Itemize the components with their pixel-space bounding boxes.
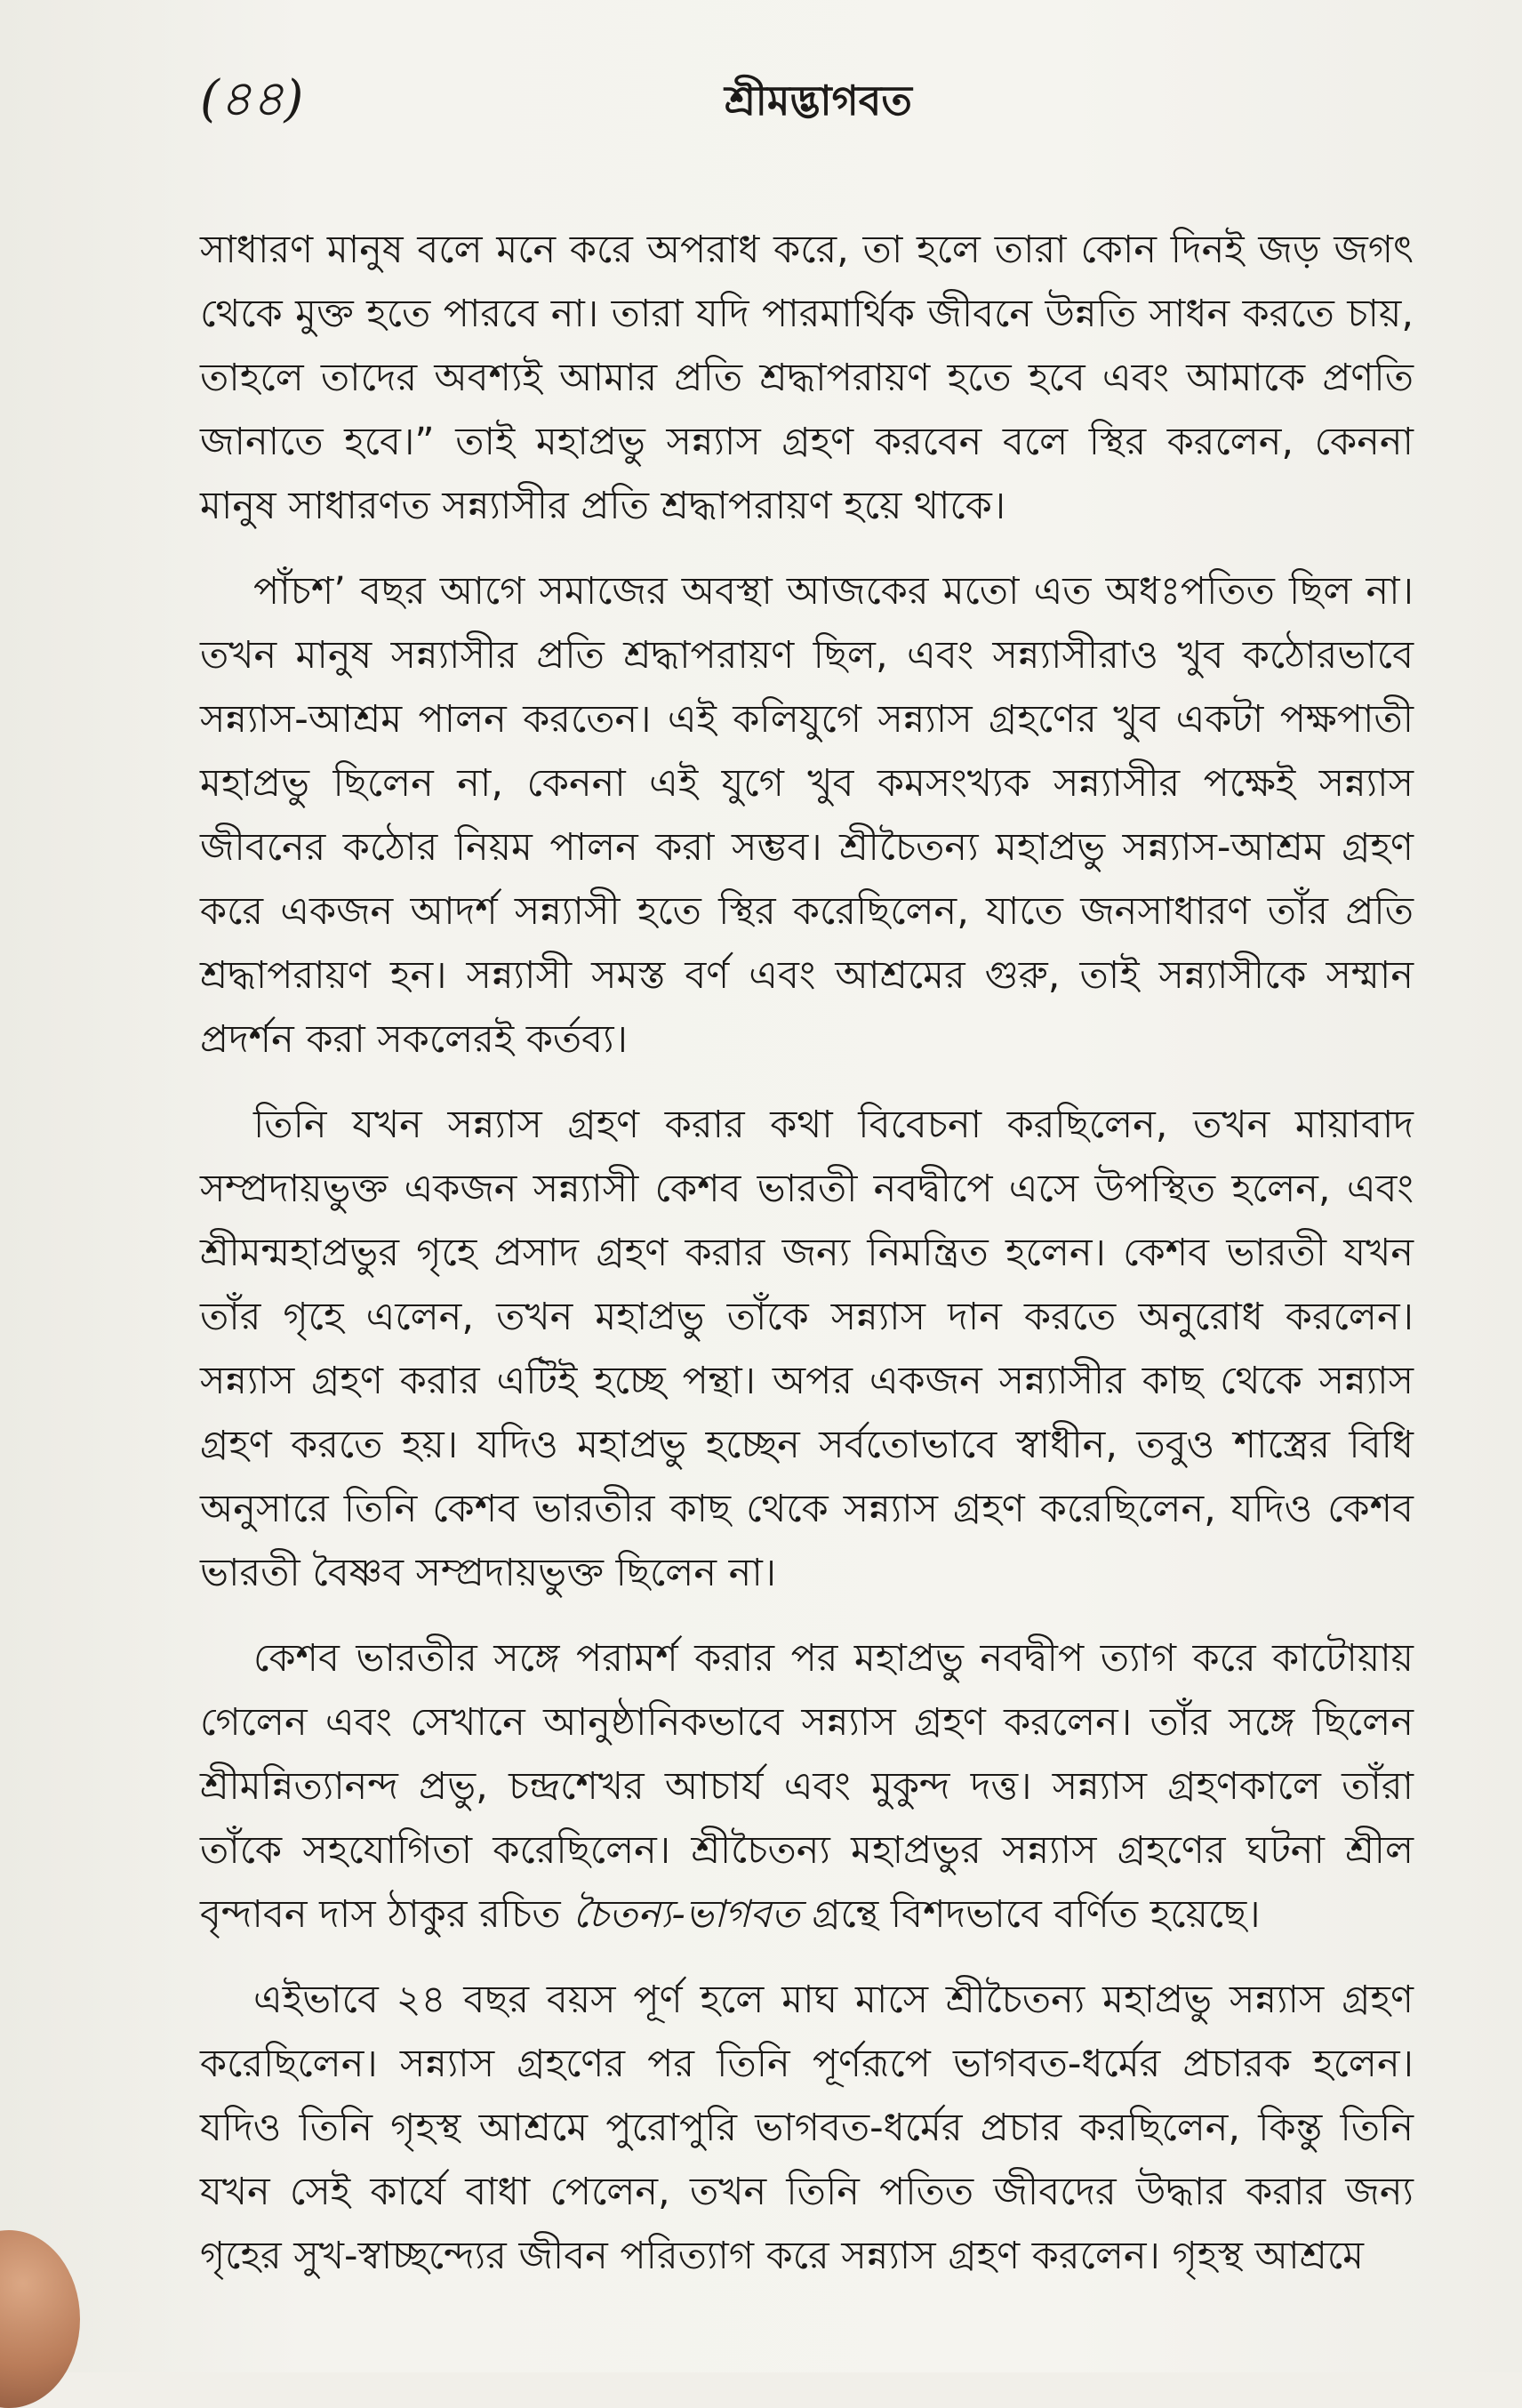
page-header bbox=[200, 64, 1414, 135]
paragraph-3: তিনি যখন সন্ন্যাস গ্রহণ করার কথা বিবেচনা করছিলেন, তখন মায়াবাদ সম্প্রদায়ভুক্ত একজন সন্ন্যাসী কেশব ভারতী নবদ্বীপে এসে উপস্থিত হলেন, এবং শ্রীমন্মহাপ্রভুর গৃহে প্রসাদ গ্রহণ করার জন্য নিমন্ত্রিত হলেন। কেশব ভারতী যখন তাঁর গৃহে এলেন, তখন মহাপ্রভু তাঁকে সন্ন্যাস দান করতে অনুরোধ করলেন। সন্ন্যাস গ্রহণ করার এটিই হচ্ছে পন্থা। অপর একজন সন্ন্যাসীর কাছ থেকে সন্ন্যাস গ্রহণ করতে হয়। যদিও মহাপ্রভু হচ্ছেন সর্বতোভাবে স্বাধীন, তবুও শাস্ত্রের বিধি অনুসারে তিনি কেশব ভারতীর কাছ থেকে সন্ন্যাস গ্রহণ করেছিলেন, যদিও কেশব ভারতী বৈষ্ণব সম্প্রদায়ভুক্ত ছিলেন না। bbox=[200, 1103, 1414, 1595]
running-title: শ্রীমদ্ভাগবত bbox=[725, 76, 912, 124]
paragraph-4 bbox=[200, 1626, 1414, 1946]
book-title-italic: চৈতন্য-ভাগবত bbox=[573, 1892, 800, 1937]
paragraph-1: সাধারণ মানুষ বলে মনে করে অপরাধ করে, তা হলে তারা কোন দিনই জড় জগৎ থেকে মুক্ত হতে পারবে না। তারা যদি পারমার্থিক জীবনে উন্নতি সাধন করতে চায়, তাহলে তাদের অবশ্যই আমার প্রতি শ্রদ্ধাপরায়ণ হতে হবে এবং আমাকে প্রণতি জানাতে হবে।” তাই মহাপ্রভু সন্ন্যাস গ্রহণ করবেন বলে স্থির করলেন, কেননা মানুষ সাধারণত সন্ন্যাসীর প্রতি শ্রদ্ধাপরায়ণ হয়ে থাকে। bbox=[200, 228, 1414, 528]
thumb-shadow bbox=[0, 2230, 80, 2408]
paragraph-5: এইভাবে ২৪ বছর বয়স পূর্ণ হলে মাঘ মাসে শ্রীচৈতন্য মহাপ্রভু সন্ন্যাস গ্রহণ করেছিলেন। সন্ন্যাস গ্রহণের পর তিনি পূর্ণরূপে ভাগবত-ধর্মের প্রচারক হলেন। যদিও তিনি গৃহস্থ আশ্রমে পুরোপুরি ভাগবত-ধর্মের প্রচার করছিলেন, কিন্তু তিনি যখন সেই কার্যে বাধা পেলেন, তখন তিনি পতিত জীবদের উদ্ধার করার জন্য গৃহের সুখ-স্বাচ্ছন্দ্যের জীবন পরিত্যাগ করে সন্ন্যাস গ্রহণ করলেন। গৃহস্থ আশ্রমে bbox=[200, 1978, 1414, 2278]
paragraph-4-text-before: কেশব ভারতীর সঙ্গে পরামর্শ করার পর মহাপ্রভু নবদ্বীপ ত্যাগ করে কাটোয়ায় গেলেন এবং সেখানে আনুষ্ঠানিকভাবে সন্ন্যাস গ্রহণ করলেন। তাঁর সঙ্গে ছিলেন শ্রীমন্নিত্যানন্দ প্রভু, চন্দ্রশেখর আচার্য এবং মুকুন্দ দত্ত। সন্ন্যাস গ্রহণকালে তাঁরা তাঁকে সহযোগিতা করেছিলেন। শ্রীচৈতন্য মহাপ্রভুর সন্ন্যাস গ্রহণের ঘটনা শ্রীল বৃন্দাবন দাস ঠাকুর রচিত bbox=[200, 1636, 1414, 1937]
paragraph-4-text-after: গ্রন্থে বিশদভাবে বর্ণিত হয়েছে। bbox=[799, 1892, 1261, 1937]
body-text bbox=[200, 218, 1414, 2309]
page-number: (৪৪) bbox=[200, 70, 304, 128]
paragraph-2: পাঁচশ’ বছর আগে সমাজের অবস্থা আজকের মতো এত অধঃপতিত ছিল না। তখন মানুষ সন্ন্যাসীর প্রতি শ্রদ্ধাপরায়ণ ছিল, এবং সন্ন্যাসীরাও খুব কঠোরভাবে সন্ন্যাস-আশ্রম পালন করতেন। এই কলিযুগে সন্ন্যাস গ্রহণের খুব একটা পক্ষপাতী মহাপ্রভু ছিলেন না, কেননা এই যুগে খুব কমসংখ্যক সন্ন্যাসীর পক্ষেই সন্ন্যাস জীবনের কঠোর নিয়ম পালন করা সম্ভব। শ্রীচৈতন্য মহাপ্রভু সন্ন্যাস-আশ্রম গ্রহণ করে একজন আদর্শ সন্ন্যাসী হতে স্থির করেছিলেন, যাতে জনসাধারণ তাঁর প্রতি শ্রদ্ধাপরায়ণ হন। সন্ন্যাসী সমস্ত বর্ণ এবং আশ্রমের গুরু, তাই সন্ন্যাসীকে সম্মান প্রদর্শন করা সকলেরই কর্তব্য। bbox=[200, 569, 1414, 1062]
